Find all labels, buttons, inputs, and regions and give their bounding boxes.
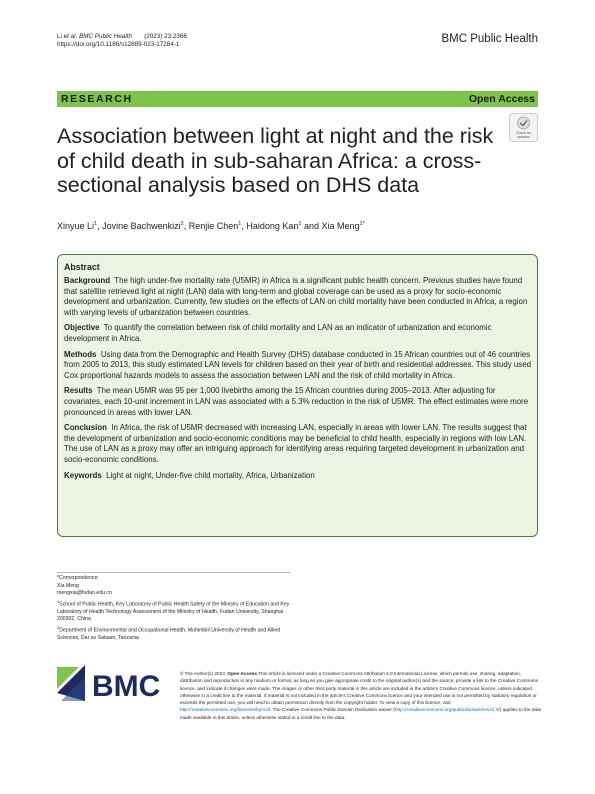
- bmc-logo-text: BMC: [92, 670, 161, 703]
- public-domain-link[interactable]: http://creativecommons.org/publicdomain/zero/1.0/: [394, 707, 500, 713]
- citation-journal: BMC Public Health: [79, 33, 132, 40]
- affiliation-1: $^1$School of Public Health, Key Laboratory of Public Health Safety of the Ministry of Education and Key Laboratory of Health Technology Assessment of the Ministry of Health, Fudan University, Shanghai 200302, China: [57, 598, 290, 623]
- citation-etal: et al.: [63, 33, 78, 40]
- abstract-keywords: Keywords Light at night, Under-five child mortality, Africa, Urbanization: [64, 470, 315, 480]
- section-bar: [57, 91, 538, 107]
- abstract-conclusion: Conclusion In Africa, the risk of U5MR decreased with increasing LAN, especially in areas with lower LAN. The results suggest that the development of urbanization and socio-economic conditions may be beneficial to child health, especially in regions with low LAN. The use of LAN as a proxy may offer an intriguing approach for identifying areas requiring targeted development in urbanization and socio-economic conditions.: [64, 423, 527, 464]
- correspondence-label: *Correspondence:: [57, 575, 99, 581]
- check-for-updates-icon: [509, 113, 538, 142]
- correspondence-name: Xia Meng: [57, 582, 79, 589]
- author[interactable]: Haidong Kan$^1$: [246, 221, 302, 231]
- bmc-logo-icon: [57, 661, 177, 707]
- author[interactable]: Xinyue Li$^1$: [57, 221, 98, 231]
- citation: [57, 33, 187, 49]
- author[interactable]: Renjie Chen$^1$: [188, 221, 242, 231]
- citation-year-volume: (2023) 23:2366: [144, 33, 187, 40]
- abstract-background: Background The high under-five mortality rate (U5MR) in Africa is a significant public health concern. Previous studies have found that satellite retrieved light at night (LAN) data with long-term and global coverage can be used as a proxy for socio-economic development and urbanization. Currently, few studies on the effects of LAN on child mortality have been conducted in Africa, a region with varying levels of urbanization between countries.: [64, 276, 528, 317]
- abstract-methods: Methods Using data from the Demographic and Health Survey (DHS) database conducted in 15 African countries out of 46 countries from 2005 to 2013, this study estimated LAN levels for children based on their year of birth and residential addresses. This study used Cox proportional hazards models to assess the association between LAN and the risk of child mortality in Africa.: [64, 349, 531, 380]
- affiliation-2: $^2$Department of Environmental and Occupational Health, Muhimbili University of Health and Allied Sciences, Dar es Salaam, Tanzania: [57, 624, 281, 641]
- author[interactable]: Jovine Bachwenkizi$^2$: [102, 221, 184, 231]
- section-label: RESEARCH: [61, 93, 133, 105]
- abstract-results: Results The mean U5MR was 95 per 1,000 livebirths among the 15 African countries during 2005–2013. After adjusting for covariates, each 10-unit increment in LAN was associated with a 5.3% reduction in the risk of U5MR. The effect estimates were more pronounced in areas with lower LAN.: [64, 386, 529, 417]
- abstract-box: [57, 254, 538, 537]
- badge-line1: Check for: [515, 131, 532, 135]
- license-link[interactable]: http://creativecommons.org/licenses/by/4.0/: [180, 707, 271, 713]
- author-list: Xinyue Li$^1$, Jovine Bachwenkizi$^2$, Renjie Chen$^1$, Haidong Kan$^1$ and Xia Meng$^{1*}$: [57, 221, 365, 231]
- journal-name: BMC Public Health: [441, 33, 538, 45]
- abstract-heading: Abstract: [64, 262, 100, 272]
- abstract-objective: Objective To quantify the correlation between risk of child mortality and LAN as an indicator of urbanization and economic development in Africa.: [64, 323, 492, 343]
- author[interactable]: Xia Meng$^{1*}$: [321, 221, 365, 231]
- citation-authors: Li: [57, 33, 64, 40]
- license-text: © The Author(s) 2023. Open Access This article is licensed under a Creative Commons Attribution 4.0 International License, which permits use, sharing, adaptation, distribution and reproduction in any medium or format, as long as you give appropriate credit to the original author(s) and the source, provide a link to the Creative Commons licence, and indicate if changes were made. The images or other third party material in this article are included in the article's Creative Commons licence, unless indicated otherwise in a credit line to the material. If material is not included in the article's Creative Commons licence and your intended use is not permitted by statutory regulation or exceeds the permitted use, you will need to obtain permission directly from the copyright holder. To view a copy of this licence, visit http://creativecommons.org/licenses/by/4.0/. The Creative Commons Public Domain Dedication waiver (http://creativecommons.org/publicdomain/zero/1.0/) applies to the data made available in this article, unless otherwise stated in a credit line to the data.: [180, 671, 542, 720]
- open-access-label: Open Access: [468, 93, 535, 105]
- bmc-logo: [57, 661, 177, 707]
- article-title: Association between light at night and the risk of child death in sub-saharan Africa: a cross-sectional analysis based on DHS data: [57, 124, 494, 197]
- footnote-divider: [57, 572, 290, 573]
- badge-line2: updates: [517, 135, 530, 139]
- doi-link[interactable]: https://doi.org/10.1186/s12889-023-17284-1: [57, 41, 180, 49]
- correspondence-email[interactable]: mengxia@fudan.edu.cn: [57, 590, 112, 596]
- check-for-updates-badge[interactable]: [509, 113, 538, 142]
- footnotes: [57, 575, 293, 642]
